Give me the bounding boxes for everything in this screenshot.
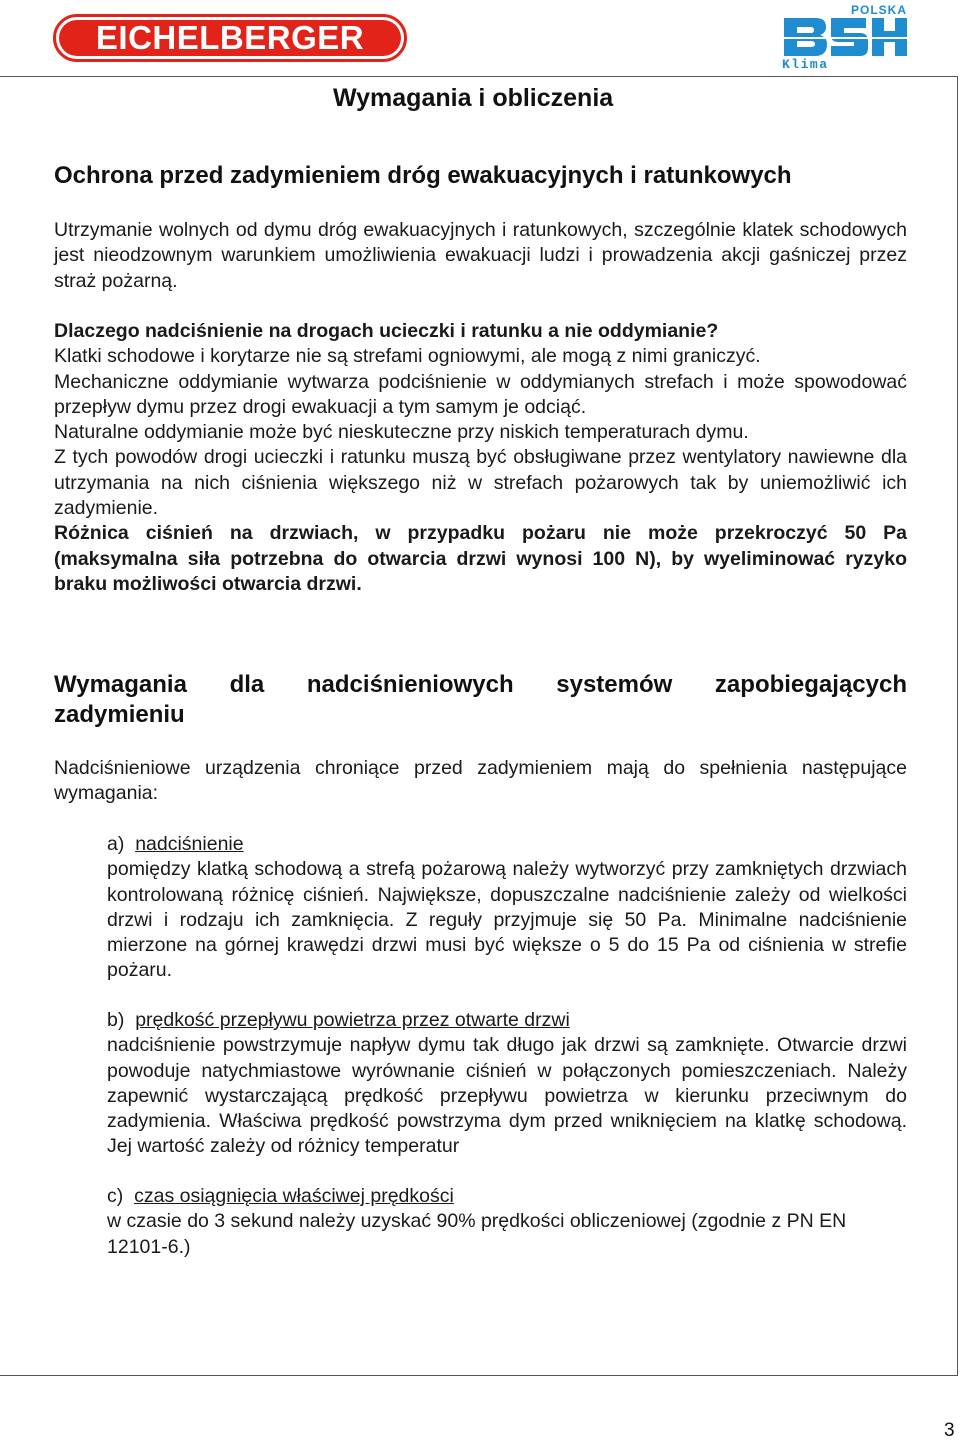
requirement-item-c [107, 1184, 907, 1260]
section2-intro: Nadciśnieniowe urządzenia chroniące przed zadymieniem mają do spełnienia następujące wymagania: [54, 757, 907, 805]
page-header [0, 0, 960, 76]
section1-para2: Mechaniczne oddymianie wytwarza podciśnienie w oddymianych strefach i może spowodować przepływ dymu przez drogi ewakuacji a tym samym je odciąć. [54, 370, 907, 418]
section-smoke-protection [54, 162, 907, 190]
section1-question: Dlaczego nadciśnienie na drogach ucieczki i ratunku a nie oddymianie? [54, 320, 719, 342]
requirement-c-label: czas osiągnięcia właściwej prędkości [134, 1185, 454, 1207]
section1-intro: Utrzymanie wolnych od dymu dróg ewakuacyjnych i ratunkowych, szczególnie klatek schodowych jest nieodzownym warunkiem umożliwienia ewakuacji ludzi i prowadzenia akcji gaśniczej przez straż pożarną. [54, 219, 907, 292]
requirement-a-label: nadciśnienie [135, 833, 244, 855]
eichelberger-logo [53, 14, 407, 62]
eichelberger-logo-text: EICHELBERGER [59, 20, 401, 56]
section1-para4: Z tych powodów drogi ucieczki i ratunku muszą być obsługiwane przez wentylatory nawiewne dla utrzymania na nich ciśnienia większego niż w strefach pożarowych tak by uniemożliwić ich zadymienie. [54, 446, 907, 520]
requirement-a-text: pomiędzy klatką schodową a strefą pożarową należy wytworzyć przy zamkniętych drzwiach kontrolowaną różnicę ciśnień. Największe, dopuszczalne nadciśnienie zależy od wielkości drzwi i rodzaju ich zamknięcia. Z reguły przyjmuje się 50 Pa. Minimalne nadciśnienie mierzone na górnej krawędzi drzwi musi być większe o 5 do 15 Pa od ciśnienia w strefie pożaru. [107, 858, 907, 982]
requirement-c-title [107, 1184, 907, 1209]
requirement-item-b [107, 1008, 907, 1160]
section2-heading: Wymagania dla nadciśnieniowych systemów zapobiegających zadymieniu [54, 671, 907, 728]
requirement-a-marker: a) [107, 833, 125, 855]
section1-para3: Naturalne oddymianie może być nieskuteczne przy niskich temperaturach dymu. [54, 421, 749, 444]
section-requirements [54, 670, 907, 730]
section1-emphasis: Różnica ciśnień na drzwiach, w przypadku pożaru nie może przekroczyć 50 Pa (maksymalna siła potrzebna do otwarcia drzwi wynosi 100 N), by wyeliminować ryzyko braku możliwości otwarcia drzwi. [54, 522, 907, 595]
page-title: Wymagania i obliczenia [333, 84, 614, 112]
requirement-a-title [107, 832, 907, 857]
requirement-item-a [107, 832, 907, 984]
section1-intro-block [54, 218, 907, 294]
requirement-b-label: prędkość przepływu powietrza przez otwarte drzwi [135, 1009, 570, 1031]
page-number: 3 [944, 1420, 955, 1441]
requirement-c-marker: c) [107, 1185, 124, 1207]
requirement-c-text: w czasie do 3 sekund należy uzyskać 90% prędkości obliczeniowej (zgodnie z PN EN 12101-6.) [107, 1210, 847, 1258]
requirement-b-title [107, 1008, 907, 1033]
section1-heading: Ochrona przed zadymieniem dróg ewakuacyjnych i ratunkowych [54, 162, 792, 189]
section1-para1: Klatki schodowe i korytarze nie są strefami ogniowymi, ale mogą z nimi graniczyć. [54, 345, 761, 368]
bsh-klima-logo [780, 2, 910, 74]
section1-body [54, 319, 907, 597]
requirement-b-marker: b) [107, 1009, 125, 1031]
bsh-logo-polska: POLSKA [850, 3, 907, 17]
section2-intro-block [54, 756, 907, 807]
requirement-b-text: nadciśnienie powstrzymuje napływ dymu tak długo jak drzwi są zamknięte. Otwarcie drzwi powoduje natychmiastowe wyrównanie ciśnień w połączonych pomieszczeniach. Należy zapewnić wystarczającą prędkość przepływu powietrza w kierunku przeciwnym do zadymienia. Właściwa prędkość powstrzyma dym przed wniknięciem na klatkę schodową. Jej wartość zależy od różnicy temperatur [107, 1034, 907, 1158]
bsh-logo-klima: Klima [782, 57, 829, 72]
